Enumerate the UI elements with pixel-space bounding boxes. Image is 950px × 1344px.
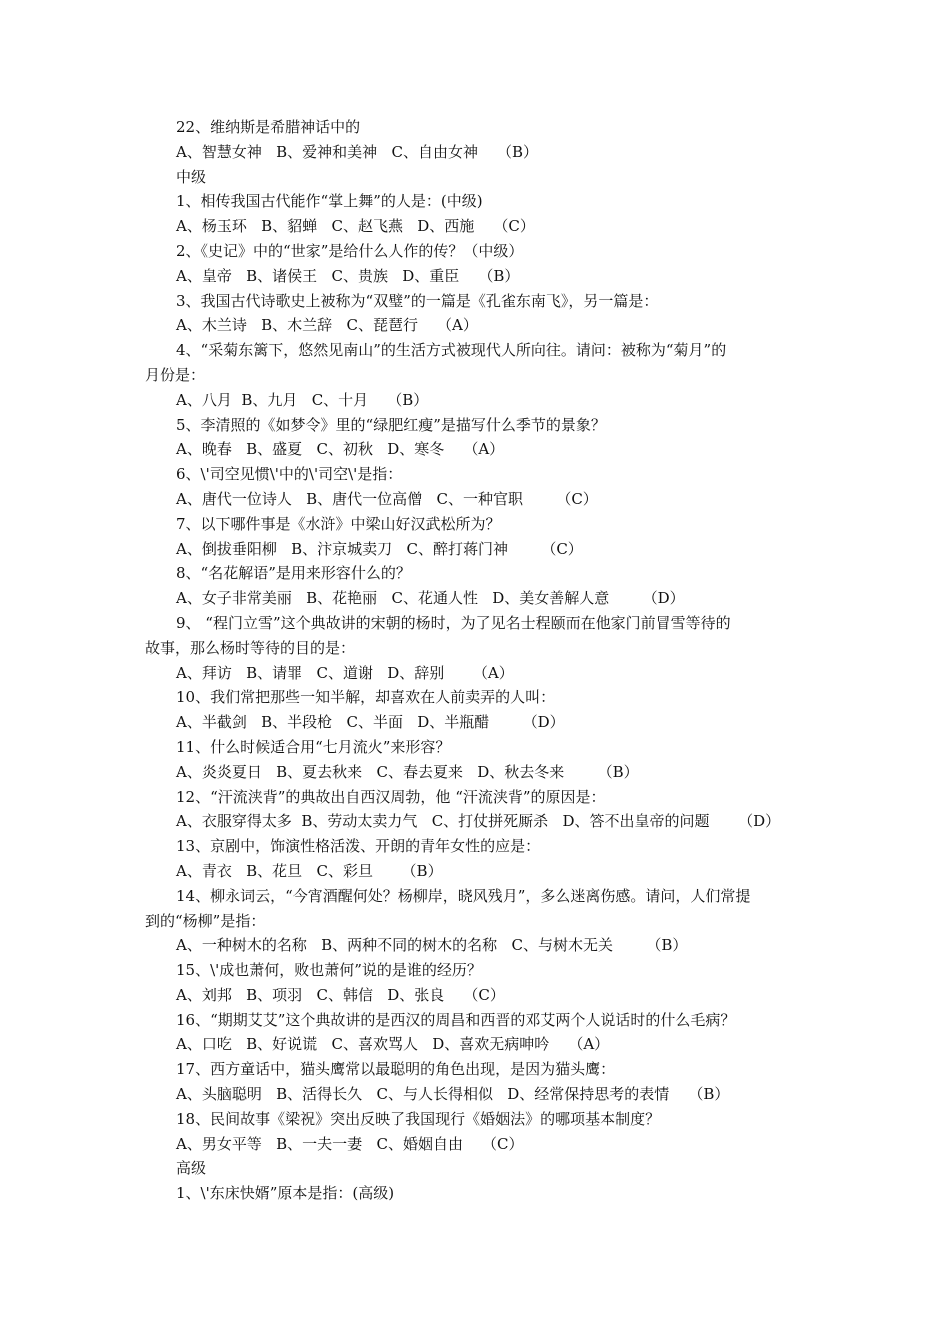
options-11: A、炎炎夏日 B、夏去秋来 C、春去夏来 D、秋去冬来 （B） <box>176 762 639 781</box>
question-advanced-1: 1、\'东床快婿”原本是指：(高级) <box>176 1184 395 1203</box>
question-11: 11、什么时候适合用“七月流火”来形容？ <box>176 737 451 756</box>
options-17: A、头脑聪明 B、活得长久 C、与人长得相似 D、经常保持思考的表情 （B） <box>176 1085 730 1104</box>
question-15: 15、\'成也萧何，败也萧何”说的是谁的经历？ <box>176 961 482 980</box>
question-22: 22、维纳斯是希腊神话中的 <box>176 118 361 136</box>
question-4-cont: 月份是： <box>145 365 206 384</box>
options-10: A、半截剑 B、半段枪 C、半面 D、半瓶醋 （D） <box>176 713 565 732</box>
question-2: 2、《史记》中的“世家”是给什么人作的传？（中级） <box>176 241 524 260</box>
question-16: 16、“期期艾艾”这个典故讲的是西汉的周昌和西晋的邓艾两个人说话时的什么毛病？ <box>176 1010 736 1029</box>
options-5: A、晚春 B、盛夏 C、初秋 D、寒冬 （A） <box>176 440 505 459</box>
options-4: A、八月 B、九月 C、十月 （B） <box>176 390 429 409</box>
document-body <box>145 115 815 1206</box>
question-9-cont: 故事，那么杨时等待的目的是： <box>145 638 356 657</box>
options-8: A、女子非常美丽 B、花艳丽 C、花通人性 D、美女善解人意 （D） <box>176 589 685 608</box>
question-9: 9、 “程门立雪”这个典故讲的宋朝的杨时，为了见名士程颐而在他家门前冒雪等待的 <box>176 613 731 632</box>
question-4: 4、“采菊东篱下，悠然见南山”的生活方式被现代人所向往。请问：被称为“菊月”的 <box>176 341 727 360</box>
question-17: 17、西方童话中，猫头鹰常以最聪明的角色出现，是因为猫头鹰： <box>176 1060 616 1079</box>
question-7: 7、以下哪件事是《水浒》中梁山好汉武松所为？ <box>176 514 501 533</box>
question-18: 18、民间故事《梁祝》突出反映了我国现行《婚姻法》的哪项基本制度？ <box>176 1109 661 1128</box>
options-12: A、衣服穿得太多 B、劳动太卖力气 C、打仗拼死厮杀 D、答不出皇帝的问题 （D） <box>176 812 781 831</box>
section-heading-intermediate: 中级 <box>176 167 207 186</box>
question-10: 10、我们常把那些一知半解，却喜欢在人前卖弄的人叫： <box>176 688 556 707</box>
options-3: A、木兰诗 B、木兰辞 C、琵琶行 （A） <box>176 316 478 335</box>
question-1: 1、相传我国古代能作“掌上舞”的人是：(中级) <box>176 192 483 211</box>
question-14-cont: 到的“杨柳”是指： <box>145 911 266 930</box>
options-22: A、智慧女神 B、爱神和美神 C、自由女神 （B） <box>176 142 539 161</box>
options-18: A、男女平等 B、一夫一妻 C、婚姻自由 （C） <box>176 1134 524 1153</box>
question-5: 5、李清照的《如梦令》里的“绿肥红瘦”是描写什么季节的景象？ <box>176 415 606 434</box>
question-14: 14、柳永词云，“今宵酒醒何处？杨柳岸，晓风残月”，多么迷离伤感。请问，人们常提 <box>176 886 751 905</box>
options-15: A、刘邦 B、项羽 C、韩信 D、张良 （C） <box>176 985 505 1004</box>
question-12: 12、“汗流浃背”的典故出自西汉周勃，他 “汗流浃背”的原因是： <box>176 787 606 806</box>
options-2: A、皇帝 B、诸侯王 C、贵族 D、重臣 （B） <box>176 266 520 285</box>
options-7: A、倒拔垂阳柳 B、汴京城卖刀 C、醉打蒋门神 （C） <box>176 539 583 558</box>
options-13: A、青衣 B、花旦 C、彩旦 （B） <box>176 861 443 880</box>
question-3: 3、我国古代诗歌史上被称为“双璧”的一篇是《孔雀东南飞》，另一篇是： <box>176 291 659 310</box>
section-heading-advanced: 高级 <box>176 1159 207 1178</box>
question-8: 8、“名花解语”是用来形容什么的？ <box>176 564 411 583</box>
question-13: 13、京剧中，饰演性格活泼、开朗的青年女性的应是： <box>176 837 541 856</box>
options-1: A、杨玉环 B、貂蝉 C、赵飞燕 D、西施 （C） <box>176 217 535 236</box>
options-14: A、一种树木的名称 B、两种不同的树木的名称 C、与树木无关 （B） <box>176 936 688 955</box>
options-16: A、口吃 B、好说谎 C、喜欢骂人 D、喜欢无病呻吟 （A） <box>176 1035 610 1054</box>
options-9: A、拜访 B、请罪 C、道谢 D、辞别 （A） <box>176 663 514 682</box>
options-6: A、唐代一位诗人 B、唐代一位高僧 C、一种官职 （C） <box>176 489 598 508</box>
question-6: 6、\'司空见惯\'中的\'司空\'是指： <box>176 465 403 484</box>
